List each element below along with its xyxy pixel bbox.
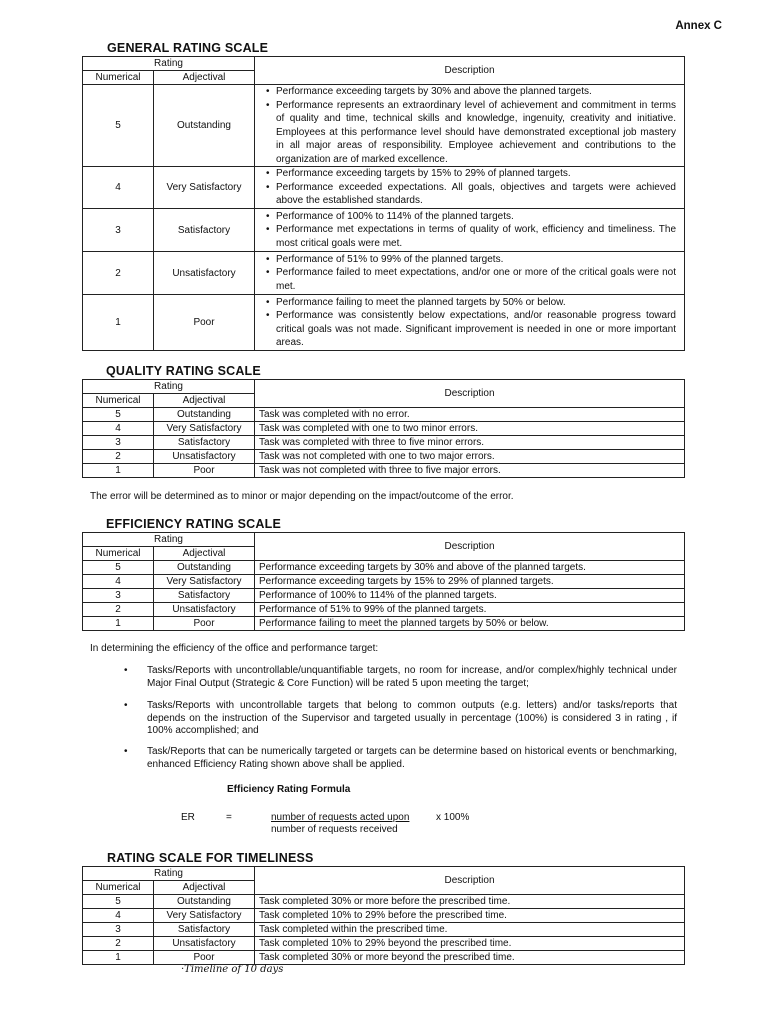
rating-adjective: Poor (154, 617, 255, 631)
rating-description: Task completed 10% to 29% beyond the prescribed time. (255, 937, 685, 951)
description-item: • Performance represents an extraordinary level of achievement and commitment in terms of quality and time, technical skills and knowledge, ingenuity, creativity and initiative. Employees at this performance level should have demonstrated exceptional job mastery in all major areas of responsibility. Employee achievement and contributions to the organization are of marked excellence. (276, 99, 676, 167)
rating-number: 5 (83, 408, 154, 422)
rating-adjective: Poor (154, 951, 255, 965)
formula-multiplier: x 100% (436, 812, 470, 823)
rating-adjective: Satisfactory (154, 209, 255, 252)
description-header: Description (255, 57, 685, 85)
table-row (83, 617, 685, 631)
rating-number: 3 (83, 209, 154, 252)
rating-adjective: Unsatisfactory (154, 450, 255, 464)
rating-adjective: Poor (154, 295, 255, 351)
table-row (83, 422, 685, 436)
rating-adjective: Outstanding (154, 561, 255, 575)
description-item: • Performance failed to meet expectations, and/or one or more of the critical goals were not met. (276, 266, 676, 293)
formula-title: Efficiency Rating Formula (227, 784, 351, 795)
bullet-dot: • (124, 700, 128, 711)
rating-description: Task completed 30% or more before the prescribed time. (255, 895, 685, 909)
rating-adjective: Unsatisfactory (154, 603, 255, 617)
rating-number: 2 (83, 937, 154, 951)
rating-number: 1 (83, 464, 154, 478)
efficiency-intro: In determining the efficiency of the office and performance target: (90, 643, 379, 654)
rating-number: 4 (83, 575, 154, 589)
table-row (83, 450, 685, 464)
table-row (83, 589, 685, 603)
rating-adjective: Very Satisfactory (154, 909, 255, 923)
timeliness-rating-table (82, 866, 685, 965)
bullet-dot: • (124, 746, 128, 757)
bullet-dot: • (124, 665, 128, 676)
table-row (83, 937, 685, 951)
rating-number: 4 (83, 167, 154, 209)
table-row (83, 167, 685, 209)
efficiency-rating-table (82, 532, 685, 631)
rating-number: 5 (83, 895, 154, 909)
rating-adjective: Satisfactory (154, 923, 255, 937)
table-row (83, 408, 685, 422)
table-row (83, 295, 685, 351)
rating-number: 5 (83, 85, 154, 167)
formula-lhs: ER (181, 812, 195, 823)
numerical-header: Numerical (83, 547, 154, 561)
description-item: • Performance met expectations in terms of quality of work, efficiency and timeliness. The most critical goals were met. (276, 223, 676, 250)
rating-description: Task was completed with no error. (255, 408, 685, 422)
efficiency-bullet: Tasks/Reports with uncontrollable/unquantifiable targets, no room for increase, and/or complex/highly technical under Major Final Output (Strategic & Core Function) will be rated 5 upon meeting the target; (147, 665, 677, 689)
adjectival-header: Adjectival (154, 881, 255, 895)
general-rating-title: GENERAL RATING SCALE (107, 41, 269, 55)
description-item: • Performance of 51% to 99% of the planned targets. (276, 253, 676, 267)
rating-number: 1 (83, 617, 154, 631)
table-row (83, 561, 685, 575)
rating-adjective: Outstanding (154, 895, 255, 909)
numerical-header: Numerical (83, 881, 154, 895)
rating-description: Task completed 30% or more beyond the prescribed time. (255, 951, 685, 965)
rating-adjective: Satisfactory (154, 436, 255, 450)
rating-description: Task was completed with one to two minor errors. (255, 422, 685, 436)
quality-rating-title: QUALITY RATING SCALE (106, 364, 261, 378)
description-item: • Performance was consistently below expectations, and/or reasonable progress toward critical goals was not made. Significant improvement is needed in one or more important areas. (276, 309, 676, 350)
table-row (83, 464, 685, 478)
numerical-header: Numerical (83, 394, 154, 408)
efficiency-bullet: Task/Reports that can be numerically targeted or targets can be determine based on historical events or benchmarking, enhanced Efficiency Rating shown above shall be applied. (147, 746, 677, 770)
rating-description: Task was completed with three to five minor errors. (255, 436, 685, 450)
rating-adjective: Outstanding (154, 408, 255, 422)
description-header: Description (255, 867, 685, 895)
formula-denominator: number of requests received (271, 824, 398, 835)
rating-adjective: Very Satisfactory (154, 167, 255, 209)
rating-description: Performance of 51% to 99% of the planned targets. (255, 603, 685, 617)
error-note: The error will be determined as to minor or major depending on the impact/outcome of the error. (90, 491, 514, 502)
rating-description: Performance exceeding targets by 30% and above of the planned targets. (255, 561, 685, 575)
table-row (83, 85, 685, 167)
timeliness-rating-title: RATING SCALE FOR TIMELINESS (107, 851, 314, 865)
rating-number: 5 (83, 561, 154, 575)
rating-number: 2 (83, 603, 154, 617)
rating-adjective: Outstanding (154, 85, 255, 167)
description-item: • Performance exceeding targets by 15% to 29% of planned targets. (276, 167, 676, 181)
rating-description: Task completed within the prescribed time. (255, 923, 685, 937)
rating-number: 3 (83, 589, 154, 603)
description-item: • Performance exceeded expectations. All goals, objectives and targets were achieved above the established standards. (276, 181, 676, 208)
table-row (83, 895, 685, 909)
description-header: Description (255, 380, 685, 408)
efficiency-bullet: Tasks/Reports with uncontrollable targets that belong to common outputs (e.g. letters) and/or tasks/reports that depends on the instruction of the Supervisor and targeted usually in percentage (100%) is considered 3 in rating , if 100% accomplished; and (147, 700, 677, 736)
rating-description: Performance failing to meet the planned targets by 50% or below. (255, 617, 685, 631)
table-row (83, 575, 685, 589)
rating-adjective: Poor (154, 464, 255, 478)
rating-adjective: Very Satisfactory (154, 422, 255, 436)
rating-description: Performance exceeding targets by 15% to 29% of planned targets. (255, 575, 685, 589)
timeline-footnote: ·Timeline of 10 days (181, 964, 284, 975)
adjectival-header: Adjectival (154, 547, 255, 561)
table-row (83, 923, 685, 937)
numerical-header: Numerical (83, 71, 154, 85)
rating-number: 3 (83, 436, 154, 450)
general-rating-table (82, 56, 685, 351)
rating-adjective: Unsatisfactory (154, 252, 255, 295)
rating-adjective: Very Satisfactory (154, 575, 255, 589)
table-row (83, 436, 685, 450)
rating-number: 2 (83, 450, 154, 464)
rating-header: Rating (83, 380, 255, 394)
efficiency-rating-title: EFFICIENCY RATING SCALE (106, 517, 281, 531)
description-item: • Performance of 100% to 114% of the planned targets. (276, 210, 676, 224)
annex-label: Annex C (675, 20, 722, 32)
description-header: Description (255, 533, 685, 561)
formula-equals: = (226, 812, 232, 823)
rating-number: 2 (83, 252, 154, 295)
rating-description: Task completed 10% to 29% before the prescribed time. (255, 909, 685, 923)
table-row (83, 209, 685, 252)
rating-description: Task was not completed with three to five major errors. (255, 464, 685, 478)
rating-header: Rating (83, 867, 255, 881)
table-row (83, 951, 685, 965)
table-row (83, 909, 685, 923)
rating-adjective: Unsatisfactory (154, 937, 255, 951)
rating-description: Task was not completed with one to two major errors. (255, 450, 685, 464)
table-row (83, 252, 685, 295)
rating-number: 4 (83, 909, 154, 923)
quality-rating-table (82, 379, 685, 478)
rating-header: Rating (83, 57, 255, 71)
rating-adjective: Satisfactory (154, 589, 255, 603)
adjectival-header: Adjectival (154, 71, 255, 85)
table-row (83, 603, 685, 617)
formula-numerator: number of requests acted upon (271, 812, 410, 823)
description-item: • Performance failing to meet the planned targets by 50% or below. (276, 296, 676, 310)
description-item: • Performance exceeding targets by 30% and above the planned targets. (276, 85, 676, 99)
rating-description: Performance of 100% to 114% of the planned targets. (255, 589, 685, 603)
rating-number: 1 (83, 951, 154, 965)
rating-number: 4 (83, 422, 154, 436)
rating-number: 3 (83, 923, 154, 937)
rating-header: Rating (83, 533, 255, 547)
adjectival-header: Adjectival (154, 394, 255, 408)
rating-number: 1 (83, 295, 154, 351)
